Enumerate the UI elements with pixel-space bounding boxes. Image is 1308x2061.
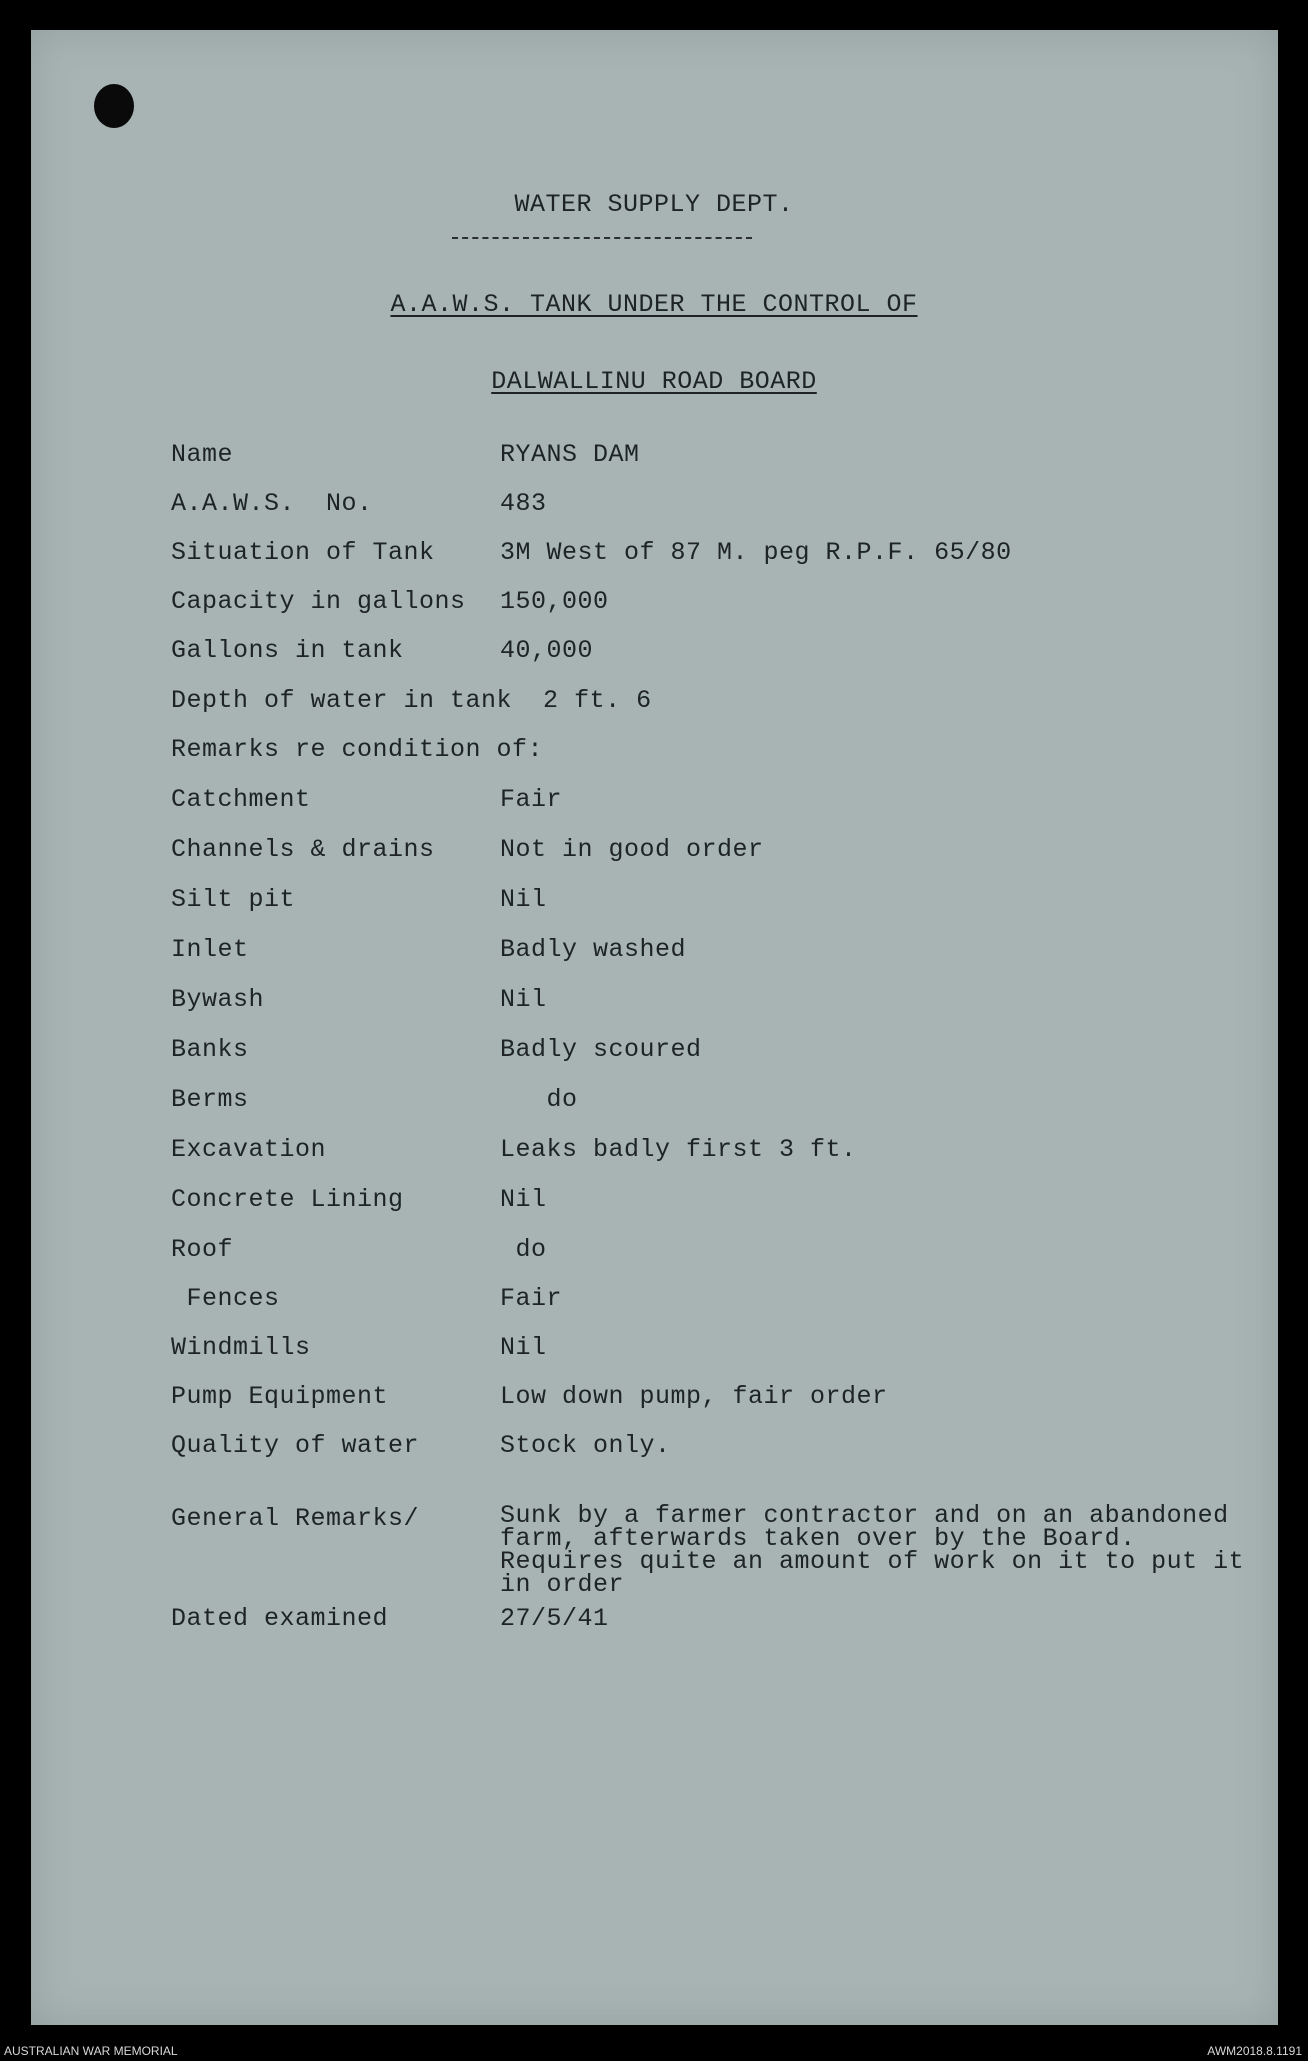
field-label: Inlet — [171, 935, 249, 964]
field-label: Concrete Lining — [171, 1185, 404, 1214]
field-value: do — [500, 1085, 578, 1114]
field-label: Banks — [171, 1035, 249, 1064]
field-label: Remarks re condition of: — [171, 735, 544, 764]
field-label: General Remarks/ — [171, 1504, 420, 1533]
header-subtitle: A.A.W.S. TANK UNDER THE CONTROL OF — [390, 290, 918, 319]
field-label: Channels & drains — [171, 835, 435, 864]
field-label: Pump Equipment — [171, 1382, 389, 1411]
field-value: Low down pump, fair order — [500, 1382, 888, 1411]
field-value: Sunk by a farmer contractor and on an abandoned farm, afterwards taken over by the Board. Requires quite an amount of work on it to put it in order — [500, 1501, 1245, 1599]
field-label: Quality of water — [171, 1431, 420, 1460]
field-value: Nil — [500, 1333, 547, 1362]
field-value: Badly scoured — [500, 1035, 702, 1064]
field-label: Dated examined — [171, 1604, 389, 1633]
field-label: Capacity in gallons — [171, 587, 466, 616]
field-label: Excavation — [171, 1135, 327, 1164]
field-value: Leaks badly first 3 ft. — [500, 1135, 857, 1164]
field-value: 40,000 — [500, 636, 594, 665]
field-label: Roof — [171, 1235, 234, 1264]
field-value: Badly washed — [500, 935, 687, 964]
field-value: 483 — [500, 489, 547, 518]
field-label: Gallons in tank — [171, 636, 404, 665]
field-value: Fair — [500, 785, 563, 814]
field-label: Situation of Tank — [171, 538, 435, 567]
field-value: 3M West of 87 M. peg R.P.F. 65/80 — [500, 538, 1012, 567]
footer-reference: AWM2018.8.1191 — [1207, 2044, 1302, 2058]
field-value: Not in good order — [500, 835, 764, 864]
field-label: Catchment — [171, 785, 311, 814]
field-value: Nil — [500, 885, 547, 914]
field-label: Silt pit — [171, 885, 296, 914]
field-value: Nil — [500, 1185, 547, 1214]
header-rule — [452, 237, 752, 239]
field-value: do — [500, 1235, 547, 1264]
field-label: Windmills — [171, 1333, 311, 1362]
field-value: 150,000 — [500, 587, 609, 616]
field-value: 27/5/41 — [500, 1604, 609, 1633]
field-value: RYANS DAM — [500, 440, 640, 469]
field-value: Nil — [500, 985, 547, 1014]
header-board: DALWALLINU ROAD BOARD — [491, 367, 817, 396]
field-label: Fences — [171, 1284, 280, 1313]
field-value: Stock only. — [500, 1431, 671, 1460]
header-title: WATER SUPPLY DEPT. — [514, 190, 794, 219]
field-label: Depth of water in tank 2 ft. 6 — [171, 686, 652, 715]
field-label: Bywash — [171, 985, 265, 1014]
punch-hole — [94, 84, 134, 128]
field-label: Berms — [171, 1085, 249, 1114]
field-label: A.A.W.S. No. — [171, 489, 373, 518]
footer-institution: AUSTRALIAN WAR MEMORIAL — [4, 2044, 178, 2058]
document-page — [31, 30, 1278, 2025]
field-label: Name — [171, 440, 234, 469]
field-value: Fair — [500, 1284, 563, 1313]
